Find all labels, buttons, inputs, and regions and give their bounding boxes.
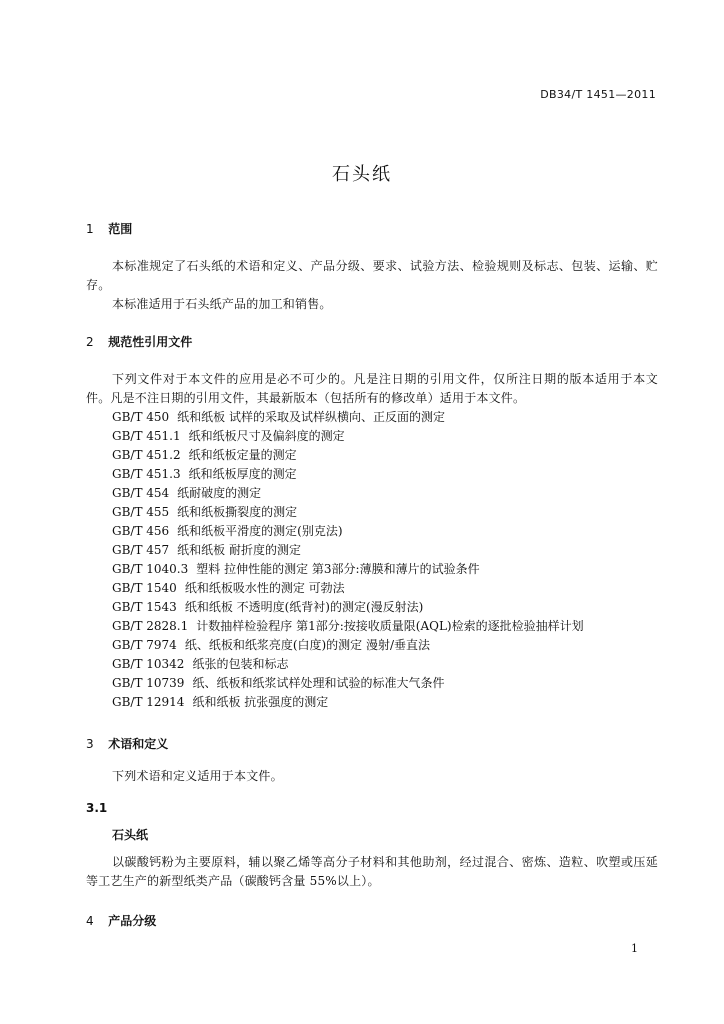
reference-code: GB/T 450 — [112, 410, 170, 424]
reference-code: GB/T 7974 — [112, 638, 177, 652]
reference-item — [112, 408, 584, 427]
reference-item — [112, 446, 584, 465]
reference-title: 塑料 拉伸性能的测定 第3部分:薄膜和薄片的试验条件 — [196, 562, 480, 576]
reference-title: 纸张的包装和标志 — [192, 657, 289, 671]
reference-code: GB/T 10342 — [112, 657, 185, 671]
reference-title: 纸和纸板尺寸及偏斜度的测定 — [188, 429, 345, 443]
section-title: 规范性引用文件 — [108, 335, 193, 349]
reference-item — [112, 598, 584, 617]
section-title: 术语和定义 — [108, 737, 169, 751]
reference-code: GB/T 455 — [112, 505, 170, 519]
reference-title: 纸、纸板和纸浆亮度(白度)的测定 漫射/垂直法 — [184, 638, 431, 652]
reference-code: GB/T 1040.3 — [112, 562, 189, 576]
reference-title: 纸、纸板和纸浆试样处理和试验的标准大气条件 — [192, 676, 445, 690]
section-number: 3 — [86, 737, 94, 751]
reference-title: 纸和纸板 耐折度的测定 — [177, 543, 301, 557]
paragraph-references-intro: 下列文件对于本文件的应用是必不可少的。凡是注日期的引用文件，仅所注日期的版本适用于本文件。凡是不注日期的引用文件，其最新版本（包括所有的修改单）适用于本文件。 — [86, 372, 658, 405]
reference-item — [112, 617, 584, 636]
term-definition: 以碳酸钙粉为主要原料，辅以聚乙烯等高分子材料和其他助剂，经过混合、密炼、造粒、吹塑或压延等工艺生产的新型纸类产品（碳酸钙含量 55%以上）。 — [86, 855, 658, 888]
reference-code: GB/T 12914 — [112, 695, 185, 709]
paragraph-scope-2: 本标准适用于石头纸产品的加工和销售。 — [112, 297, 332, 311]
term-number: 3.1 — [86, 801, 108, 815]
reference-item — [112, 636, 584, 655]
reference-code: GB/T 451.2 — [112, 448, 181, 462]
reference-item — [112, 560, 584, 579]
reference-item — [112, 579, 584, 598]
reference-title: 纸和纸板定量的测定 — [188, 448, 297, 462]
section-heading-grading — [86, 912, 156, 929]
reference-code: GB/T 456 — [112, 524, 170, 538]
reference-code: GB/T 451.3 — [112, 467, 181, 481]
reference-code: GB/T 1543 — [112, 600, 177, 614]
section-heading-references — [86, 333, 192, 350]
reference-code: GB/T 457 — [112, 543, 170, 557]
paragraph-scope-1: 本标准规定了石头纸的术语和定义、产品分级、要求、试验方法、检验规则及标志、包装、运输、贮存。 — [86, 259, 658, 292]
paragraph-terms-intro: 下列术语和定义适用于本文件。 — [112, 769, 283, 783]
reference-title: 纸和纸板 不透明度(纸背衬)的测定(漫反射法) — [184, 600, 424, 614]
section-number: 4 — [86, 914, 94, 928]
reference-code: GB/T 10739 — [112, 676, 185, 690]
section-heading-scope — [86, 220, 132, 237]
reference-title: 纸和纸板撕裂度的测定 — [177, 505, 298, 519]
reference-title: 纸和纸板 抗张强度的测定 — [192, 695, 329, 709]
section-title: 产品分级 — [108, 914, 157, 928]
page-number: 1 — [631, 942, 638, 955]
reference-item — [112, 541, 584, 560]
term-name: 石头纸 — [112, 828, 149, 842]
section-number: 2 — [86, 335, 94, 349]
reference-item — [112, 503, 584, 522]
reference-title: 计数抽样检验程序 第1部分:按接收质量限(AQL)检索的逐批检验抽样计划 — [196, 619, 584, 633]
reference-title: 纸和纸板厚度的测定 — [188, 467, 297, 481]
document-title: 石头纸 — [332, 164, 392, 185]
reference-code: GB/T 451.1 — [112, 429, 181, 443]
reference-code: GB/T 454 — [112, 486, 170, 500]
section-number: 1 — [86, 222, 94, 236]
section-heading-terms — [86, 735, 168, 752]
reference-item — [112, 522, 584, 541]
section-title: 范围 — [108, 222, 133, 236]
reference-item — [112, 655, 584, 674]
reference-item — [112, 465, 584, 484]
reference-title: 纸和纸板平滑度的测定(别克法) — [177, 524, 343, 538]
reference-title: 纸和纸板吸水性的测定 可勃法 — [184, 581, 345, 595]
reference-code: GB/T 2828.1 — [112, 619, 189, 633]
reference-list — [112, 408, 584, 712]
reference-title: 纸和纸板 试样的采取及试样纵横向、正反面的测定 — [177, 410, 445, 424]
reference-item — [112, 674, 584, 693]
reference-title: 纸耐破度的测定 — [177, 486, 262, 500]
reference-code: GB/T 1540 — [112, 581, 177, 595]
reference-item — [112, 484, 584, 503]
reference-item — [112, 427, 584, 446]
reference-item — [112, 693, 584, 712]
standard-code: DB34/T 1451—2011 — [540, 88, 656, 101]
